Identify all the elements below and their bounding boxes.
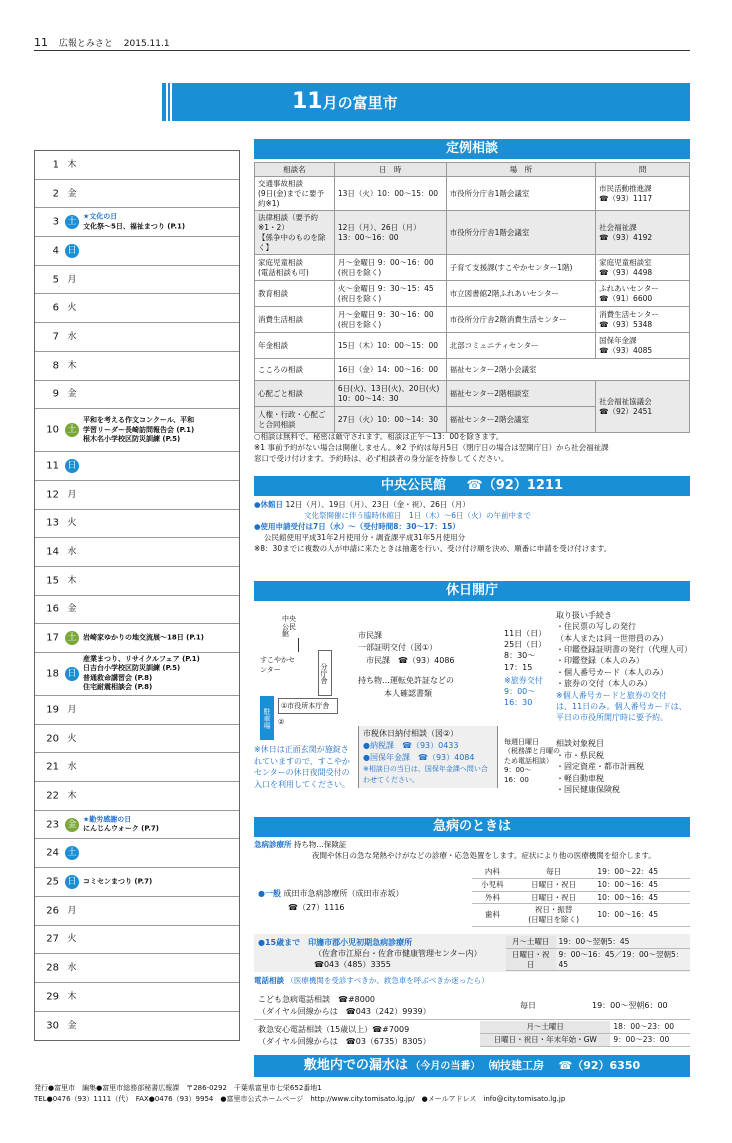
calendar-weekday: 木 — [67, 575, 77, 586]
section-header-chuo — [254, 476, 690, 496]
calendar-weekday: 土 — [65, 215, 79, 229]
calendar-event: 岩崎家ゆかりの地交流展～18日 (P.1) — [83, 633, 204, 642]
table-cell: 家庭児童相談室 ☎（93）4498 — [596, 255, 690, 281]
calendar-day-row — [35, 237, 239, 266]
calendar-weekday: 木 — [67, 991, 77, 1002]
table-row — [255, 381, 690, 407]
calendar-day-row — [35, 868, 239, 897]
rosui-tel: ☎（92）6350 — [558, 1059, 641, 1072]
apply-detail: 公民館使用平成31年2月使用分・調査課平成31年5月使用分 — [264, 532, 466, 542]
zeimu-kokuho: ●国保年金課 ☎（93）4084 — [363, 753, 475, 762]
ippan-name: 成田市急病診療所（成田市赤坂） — [283, 889, 404, 898]
marker-1-icon: ① — [281, 702, 288, 710]
table-cell: 市役所分庁舎1階会議室 — [446, 177, 596, 211]
table-row — [255, 177, 690, 211]
tetsuzuki-item: ※個人番号カードと旅券の交付 — [556, 690, 667, 700]
table-cell: 北部コミュニティセンター — [446, 333, 596, 359]
calendar-weekday: 火 — [67, 934, 77, 945]
calendar-date: 27 — [46, 933, 59, 945]
table-cell: 消費生活相談 — [255, 307, 335, 333]
taisho-item: ・固定資産・都市計画税 — [556, 762, 644, 772]
map-line — [298, 638, 299, 652]
table-cell: 消費生活センター ☎（93）5348 — [596, 307, 690, 333]
tetsuzuki-item: ・住民票の写しの発行 — [556, 622, 636, 632]
calendar-day-row — [35, 753, 239, 782]
calendar-events — [83, 213, 185, 232]
kyukan-dates: 12日（月）、19日（月）、23日（金・祝）、26日（月） — [285, 500, 470, 509]
calendar-date: 3 — [52, 216, 59, 228]
calendar-event: 産業まつり、リサイクルフェア (P.1) — [83, 655, 200, 664]
calendar-date: 20 — [46, 733, 59, 745]
chuo-tel: ☎（92）1211 — [466, 478, 563, 493]
calendar-date: 1 — [52, 159, 59, 171]
hours-cell: 10：00～16：45 — [594, 878, 690, 891]
calendar-day-row — [35, 983, 239, 1012]
calendar-day-row — [35, 926, 239, 955]
calendar-day-row — [35, 596, 239, 625]
zeimu-note: ※相談日の当日は、国保年金課へ問い合わせてください。 — [363, 765, 488, 784]
shinryo-label: 急病診療所 — [254, 840, 292, 849]
calendar-date: 29 — [46, 991, 59, 1003]
map-label-honchosha: 市役所本庁舎 — [287, 702, 330, 710]
kyukyu-block — [254, 1021, 690, 1051]
hours-cell: 小児科 — [472, 878, 513, 891]
table-cell: 福祉センター2階小会議室 — [446, 359, 689, 381]
calendar-weekday: 金 — [67, 604, 77, 615]
calendar-weekday: 金 — [65, 818, 79, 832]
map-label-bunchosha: 分庁舎 — [318, 650, 332, 696]
month-title — [292, 89, 398, 114]
calendar-weekday: 月 — [67, 704, 77, 715]
calendar-date: 5 — [52, 274, 59, 286]
consultation-table — [254, 162, 690, 433]
shiminka-tel: 市民課 ☎（93）4086 — [366, 655, 455, 665]
calendar-day-row — [35, 381, 239, 410]
rosui-company: ㈲技建工房 — [488, 1059, 544, 1072]
calendar-date: 25 — [46, 876, 59, 888]
shiminka-detail: 一部証明交付（図①） — [358, 643, 438, 653]
table-header: 場 所 — [446, 163, 596, 177]
calendar-weekday: 土 — [65, 846, 79, 860]
calendar-day-row — [35, 409, 239, 452]
calendar-events — [83, 633, 204, 642]
taisho-list — [556, 738, 686, 796]
calendar-event: ★勤労感謝の日 — [83, 815, 132, 824]
table-row — [255, 255, 690, 281]
table-header: 日 時 — [334, 163, 446, 177]
map-label-sukoyaka: すこやかセンター — [260, 656, 295, 674]
zeimu-nozei: ●納税課 ☎（93）0433 — [363, 741, 459, 750]
zeimu-title: 市税休日納付相談（図②） — [363, 729, 459, 738]
calendar-date: 23 — [46, 819, 59, 831]
rosui-banner — [254, 1055, 690, 1077]
taisho-item: ・市・県民税 — [556, 750, 604, 760]
calendar-date: 28 — [46, 962, 59, 974]
table-cell: 月～金曜日 9：30～16：00 (祝日を除く) — [334, 307, 446, 333]
calendar-event: ★文化の日 — [83, 212, 118, 221]
calendar-event: コミセンまつり (P.7) — [83, 877, 153, 886]
calendar-day-row — [35, 954, 239, 983]
calendar-date: 4 — [52, 245, 59, 257]
calendar-day-row — [35, 180, 239, 209]
calendar-day-row — [35, 151, 239, 180]
kyubyo-area — [254, 840, 690, 862]
calendar-day-row — [35, 782, 239, 811]
hours-cell: 9：00～16：45／19：00～翌朝5：45 — [556, 948, 691, 971]
calendar-day-row — [35, 452, 239, 481]
calendar-weekday: 火 — [67, 303, 77, 314]
apply-note: ※8：30までに複数の人が申請に来たときは抽選を行い、受け付け順を決め、順番に申請を受け付けます。 — [254, 543, 612, 553]
marker-2-icon: ② — [278, 718, 285, 726]
tetsuzuki-item: ・印鑑登録（本人のみ） — [556, 656, 644, 666]
shiminka-label: 市民課 — [358, 631, 382, 640]
month-number: 11 — [292, 89, 323, 114]
calendar-weekday: 水 — [67, 963, 77, 974]
calendar-day-row — [35, 811, 239, 840]
ryoken-note: ※旅券交付 9：00～ 16：30 — [504, 676, 543, 707]
denwa-header — [254, 976, 690, 987]
denwa-desc: （医療機関を受診すべきか、救急車を呼ぶべきか迷ったら） — [286, 976, 489, 985]
table-cell: 市民活動推進課 ☎（93）1117 — [596, 177, 690, 211]
calendar-weekday: 土 — [65, 423, 79, 437]
calendar-weekday: 金 — [67, 1020, 77, 1031]
taisho-item: ・国民健康保険税 — [556, 785, 620, 795]
header-rule — [34, 50, 690, 51]
calendar-date: 8 — [52, 360, 59, 372]
calendar-day-row — [35, 208, 239, 237]
hours-cell: 歯科 — [472, 904, 513, 927]
shoni-place: （佐倉市江原台・佐倉市健康管理センター内） — [314, 949, 482, 958]
chuo-title: 中央公民館 — [380, 478, 446, 493]
calendar-date: 13 — [46, 517, 59, 529]
map-honchosha — [278, 698, 338, 714]
hours-row — [506, 948, 690, 971]
calendar-day-row — [35, 624, 239, 653]
calendar-date: 24 — [46, 847, 59, 859]
hours-cell: 10：00～16：45 — [594, 904, 690, 927]
kodomo-hours: 19：00～翌朝6：00 — [592, 1001, 668, 1010]
taisho-item: 相談対象税目 — [556, 739, 604, 748]
table-cell: 社会福祉課 ☎（93）4192 — [596, 211, 690, 255]
mochimono-detail: 本人確認書類 — [384, 688, 432, 698]
table-cell: 国保年金課 ☎（93）4085 — [596, 333, 690, 359]
tetsuzuki-item: ・個人番号カード（本人のみ） — [556, 667, 668, 677]
footer-line: TEL●0476（93）1111（代） FAX●0476（93）9954 ●富里市公式ホームページ http://www.city.tomisato.lg.jp/ ●メールアドレス info@city.tomisato.lg.jp — [34, 1094, 566, 1103]
table-row — [255, 307, 690, 333]
publication-name: 広報とみさと — [58, 39, 113, 49]
map-label-kominkan: 中央公民館 — [282, 615, 296, 639]
table-row — [255, 359, 690, 381]
calendar-weekday: 金 — [67, 389, 77, 400]
calendar-weekday: 日 — [65, 459, 79, 473]
calendar-event: 住宅耐震相談会 (P.8) — [83, 683, 153, 692]
calendar-weekday: 火 — [67, 518, 77, 529]
note-line: 窓口で受け付けます。予約時は、必ず相談者の身分証を持参してください。 — [254, 453, 509, 463]
hours-cell: 日曜日・祝日 — [513, 878, 595, 891]
title-accent-bar — [162, 83, 166, 121]
calendar-date: 18 — [46, 668, 59, 680]
tetsuzuki-item: は、11日のみ。個人番号カードは、 — [556, 701, 687, 711]
calendar-date: 15 — [46, 575, 59, 587]
tetsuzuki-item: （本人または同一世帯員のみ） — [556, 633, 668, 643]
calendar-date: 30 — [46, 1020, 59, 1032]
calendar-day-row — [35, 696, 239, 725]
table-cell: 教育相談 — [255, 281, 335, 307]
calendar-date: 7 — [52, 331, 59, 343]
calendar-date: 21 — [46, 761, 59, 773]
table-cell: 市役所分庁舎1階会議室 — [446, 211, 596, 255]
table-row — [255, 211, 690, 255]
table-cell: 法律相談（要予約※1・2） 【係争中のものを除く】 — [255, 211, 335, 255]
table-cell: 16日（金）14：00～16：00 — [334, 359, 446, 381]
calendar-weekday: 日 — [65, 244, 79, 258]
calendar-event: 文化祭～5日、福祉まつり (P.1) — [83, 222, 186, 231]
table-cell: 福祉センター2階相談室 — [446, 381, 596, 407]
event-calendar — [34, 150, 240, 1041]
hours-cell: 祝日・振替 (日曜日を除く) — [513, 904, 595, 927]
table-cell: 12日（月）、26日（月） 13：00～16：00 — [334, 211, 446, 255]
table-cell: 心配ごと相談 — [255, 381, 335, 407]
calendar-date: 17 — [46, 632, 59, 644]
shoni-hours-table — [506, 936, 690, 971]
ippan-label: ●一般 — [258, 889, 281, 898]
month-title-banner — [172, 83, 690, 121]
ippan-hours-table — [472, 866, 690, 927]
hours-cell: 外科 — [472, 891, 513, 904]
calendar-day-row — [35, 294, 239, 323]
tetsuzuki-item: 取り扱い手続き — [556, 611, 612, 620]
table-cell: 人権・行政・心配ごと合同相談 — [255, 407, 335, 433]
calendar-date: 6 — [52, 302, 59, 314]
chuo-info — [254, 500, 690, 554]
shoni-tel: ☎043（485）3355 — [314, 960, 391, 969]
kodomo-days: 毎日 — [520, 1001, 536, 1010]
calendar-events — [83, 655, 200, 693]
shoni-title: ●15歳まで 印旛市郡小児初期急病診療所 — [258, 938, 413, 947]
calendar-weekday: 木 — [67, 790, 77, 801]
hours-cell: 月～土曜日 — [506, 936, 556, 948]
shinryo-desc: 夜間や休日の急な発熱やけがなどの診療・応急処置をします。症状により他の医療機関を紹介します。 — [312, 850, 656, 860]
map-label-parking: 駐車場 — [260, 696, 274, 740]
table-cell: 市立図書館2階ふれあいセンター — [446, 281, 596, 307]
footer-line: 発行●富里市 編集●富里市総務部秘書広報課 〒286-0292 千葉県富里市七栄652番地1 — [34, 1084, 322, 1092]
hours-cell: 日曜日・祝日・年末年始・GW — [480, 1033, 610, 1046]
hours-cell: 月～土曜日 — [480, 1021, 610, 1033]
table-cell: 27日（火）10：00～14：30 — [334, 407, 446, 433]
hours-cell: 日曜日・祝日 — [513, 891, 595, 904]
zeimu-box — [358, 726, 498, 788]
table-header: 問 — [596, 163, 690, 177]
calendar-day-row — [35, 1012, 239, 1041]
tetsuzuki-list — [556, 610, 690, 724]
kyukan-label: ●休館日 — [254, 500, 284, 509]
table-cell: 社会福祉協議会 ☎（92）2451 — [596, 381, 690, 433]
calendar-events — [83, 416, 194, 444]
tetsuzuki-item: 平日の市役所開庁時に要予約。 — [556, 713, 668, 723]
table-cell: 6日(火)、13日(火)、20日(火) 10：00～14：30 — [334, 381, 446, 407]
calendar-date: 2 — [52, 188, 59, 200]
section-header-teirei: 定例相談 — [254, 139, 690, 159]
table-header: 相談名 — [255, 163, 335, 177]
table-cell: 15日（木）10：00～15：00 — [334, 333, 446, 359]
zeimu-days: 毎週日曜日 （税務課と月曜の ため電話相談） 9：00～ 16：00 — [504, 738, 560, 784]
hours-row — [472, 904, 690, 927]
building-map — [254, 610, 354, 740]
hours-cell: 18：00～23：00 — [610, 1021, 690, 1033]
hours-cell: 毎日 — [513, 866, 595, 878]
section-header-kyubyo: 急病のときは — [254, 817, 690, 837]
calendar-day-row — [35, 352, 239, 381]
table-cell: 交通事故相談 (9日(金)までに要予約※1) — [255, 177, 335, 211]
hours-cell: 10：00～16：45 — [594, 891, 690, 904]
table-cell: こころの相談 — [255, 359, 335, 381]
tetsuzuki-item: ・旅券の交付（本人のみ） — [556, 679, 652, 689]
calendar-day-row — [35, 510, 239, 539]
kodomo-line: こども急病電話相談 ☎#8000 — [258, 995, 376, 1004]
calendar-date: 9 — [52, 388, 59, 400]
kyujitsu-area — [254, 610, 690, 810]
calendar-date: 22 — [46, 790, 59, 802]
rosui-title: 敷地内での漏水は — [303, 1058, 408, 1073]
hours-cell: 19：00～22：45 — [594, 866, 690, 878]
calendar-date: 11 — [46, 460, 59, 472]
ippan-tel: ☎（27）1116 — [288, 903, 345, 912]
kyukyu-dial: （ダイヤル回線からは ☎03（6735）8305） — [258, 1037, 431, 1046]
kyukyu-hours-table — [480, 1021, 690, 1047]
calendar-day-row — [35, 897, 239, 926]
calendar-event: 学習リーダー長崎訪問報告会 (P.1) — [83, 425, 195, 434]
calendar-date: 14 — [46, 546, 59, 558]
table-row — [255, 333, 690, 359]
page-number: 11 — [34, 36, 48, 49]
calendar-events — [83, 815, 159, 834]
mochimono: 持ち物…運転免許証などの — [358, 676, 454, 686]
calendar-day-row — [35, 266, 239, 295]
table-cell: 福祉センター2階会議室 — [446, 407, 596, 433]
table-cell: 市役所分庁舎2階消費生活センター — [446, 307, 596, 333]
calendar-events — [83, 877, 152, 886]
calendar-weekday: 水 — [67, 331, 77, 342]
hours-cell: 9：00～23：00 — [610, 1033, 690, 1046]
table-cell: ふれあいセンター ☎（91）6600 — [596, 281, 690, 307]
hours-row — [472, 891, 690, 904]
title-accent-bar — [168, 83, 170, 121]
calendar-weekday: 水 — [67, 762, 77, 773]
calendar-weekday: 木 — [67, 159, 77, 170]
rosui-sub: （今月の当番） — [410, 1061, 481, 1072]
calendar-event: 根木名小学校区防災訓練 (P.5) — [83, 434, 181, 443]
calendar-date: 10 — [46, 424, 59, 436]
calendar-event: にんじんウォーク (P.7) — [83, 824, 159, 833]
hours-row — [472, 878, 690, 891]
kodomo-block — [254, 990, 690, 1020]
hours-row — [472, 866, 690, 878]
calendar-date: 16 — [46, 603, 59, 615]
kyukyu-line: 救急安心電話相談（15歳以上）☎#7009 — [258, 1025, 410, 1034]
table-cell: 火～金曜日 9：30～15：45 (祝日を除く) — [334, 281, 446, 307]
calendar-weekday: 月 — [67, 489, 77, 500]
month-title-text: 月の富里市 — [322, 94, 398, 112]
calendar-weekday: 月 — [67, 274, 77, 285]
calendar-weekday: 月 — [67, 905, 77, 916]
kyukan-extra: 文化祭開催に伴う臨時休館日 1日（木）～6日（火）の午前中まで — [304, 510, 532, 520]
calendar-weekday: 土 — [65, 631, 79, 645]
calendar-day-row — [35, 481, 239, 510]
table-row — [255, 281, 690, 307]
calendar-date: 26 — [46, 905, 59, 917]
calendar-day-row — [35, 323, 239, 352]
calendar-date: 19 — [46, 704, 59, 716]
calendar-weekday: 日 — [65, 667, 79, 681]
calendar-weekday: 火 — [67, 733, 77, 744]
calendar-event: 普通救命講習会 (P.8) — [83, 674, 153, 682]
calendar-day-row — [35, 653, 239, 696]
taisho-item: ・軽自動車税 — [556, 773, 604, 783]
hours-cell: 内科 — [472, 866, 513, 878]
calendar-weekday: 金 — [67, 188, 77, 199]
calendar-day-row — [35, 567, 239, 596]
consultation-notes — [254, 432, 690, 465]
calendar-weekday: 日 — [65, 875, 79, 889]
hours-row — [480, 1021, 690, 1033]
hours-cell: 日曜日・祝日 — [506, 948, 556, 971]
hours-row — [480, 1033, 690, 1046]
table-cell: 月～金曜日 9：00～16：00 (祝日を除く) — [334, 255, 446, 281]
section-header-kyujitsu: 休日開庁 — [254, 581, 690, 601]
denwa-label: 電話相談 — [254, 976, 284, 985]
table-cell: 家庭児童相談 (電話相談も可) — [255, 255, 335, 281]
calendar-day-row — [35, 839, 239, 868]
ippan-block — [254, 866, 690, 932]
publication-date: 2015.11.1 — [123, 39, 170, 49]
calendar-event: 日吉台小学校区防災訓練 (P.5) — [83, 664, 181, 673]
table-cell: 年金相談 — [255, 333, 335, 359]
apply-label: ●使用申請受付は7日（水）～（受付時間8：30～17：15） — [254, 521, 460, 531]
calendar-day-row — [35, 538, 239, 567]
hours-row — [506, 936, 690, 948]
kodomo-dial: （ダイヤル回線からは ☎043（242）9939） — [258, 1007, 431, 1016]
kyujitsu-dates: 11日（日） 25日（日） 8：30～ 17：15 — [504, 629, 547, 672]
table-cell: 13日（火）10：00～15：00 — [334, 177, 446, 211]
calendar-date: 12 — [46, 489, 59, 501]
tetsuzuki-item: ・印鑑登録証明書の発行（代理人可） — [556, 645, 692, 655]
footer — [34, 1083, 690, 1105]
calendar-event: 平和を考える作文コンクール、平和 — [83, 416, 195, 425]
shoni-block — [254, 934, 690, 972]
table-cell: 子育て支援課(すこやかセンター1階) — [446, 255, 596, 281]
calendar-weekday: 木 — [67, 360, 77, 371]
hours-cell: 19：00～翌朝5：45 — [556, 936, 691, 948]
page-header — [34, 36, 170, 49]
shinryo-mochimono: 持ち物…保険証 — [293, 840, 347, 849]
calendar-weekday: 水 — [67, 547, 77, 558]
note-line: ○相談は無料で、秘密は厳守されます。相談は正午～13：00を除きます。 — [254, 432, 504, 441]
calendar-day-row — [35, 725, 239, 754]
note-line: ※1 事前予約がない場合は開催しません。※2 予約は毎月5日（閉庁日の場合は翌開庁日）から社会福祉課 — [254, 442, 609, 452]
shiminka-info — [358, 630, 498, 700]
kyujitsu-note: ※休日は正面玄関が施錠されていますので、すこやかセンターの休日夜間受付の入口を利用してください。 — [254, 745, 350, 789]
